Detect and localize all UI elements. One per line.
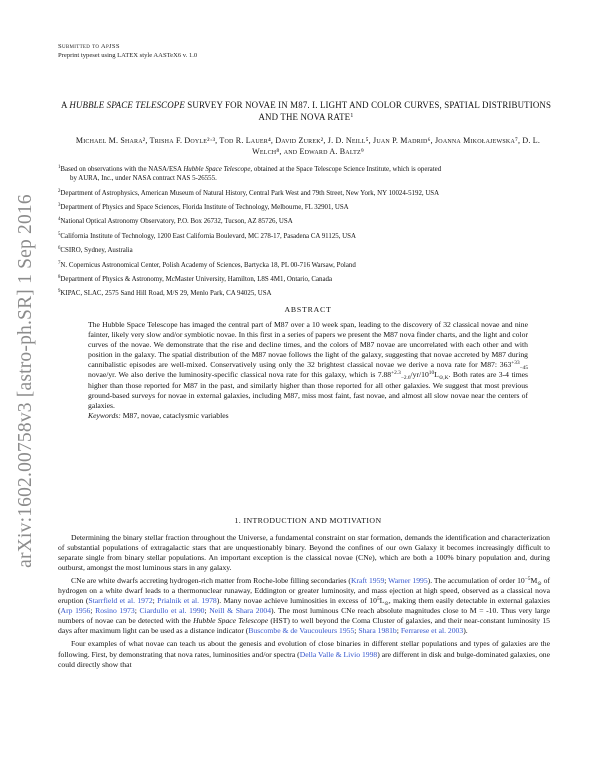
- keywords: [88, 411, 528, 421]
- keywords-list: M87, novae, cataclysmic variables: [120, 410, 229, 420]
- author-list: Michael M. Shara², Trisha F. Doyle²·³, Tod R. Lauer⁴, David Zurek², J. D. Neill⁵, Juan P. Madrid⁶, Joanna Mikołajewska⁷, D. L. Welch⁸, and Edward A. Baltz⁹: [75, 136, 541, 156]
- intro-text: [58, 533, 550, 673]
- citation-neill[interactable]: Neill & Shara 2004: [209, 606, 272, 616]
- abstract-heading: ABSTRACT: [284, 305, 332, 314]
- submission-note: Submitted to ApJSS: [58, 43, 120, 50]
- citation-kraft[interactable]: Kraft 1959: [350, 576, 385, 586]
- affiliations: [58, 165, 558, 304]
- title-rest: SURVEY FOR NOVAE IN M87. I. LIGHT AND COLOR CURVES, SPATIAL DISTRIBUTIONS AND THE NOVA RATE: [184, 100, 552, 122]
- title-hst: HUBBLE SPACE TELESCOPE: [69, 100, 185, 110]
- intro-paragraph-3: Four examples of what novae can teach us about the genesis and evolution of close binaries in different stellar populations and types of galaxies are the following. First, by demonstrating that nova rates, luminosities and/or spectra (Della Valle & Livio 1998) are different in disk and bulge-dominated galaxies, one could directly show that: [58, 639, 551, 669]
- intro-paragraph-2: CNe are white dwarfs accreting hydrogen-rich matter from Roche-lobe filling secondaries (Kraft 1959; Warner 1995). The accumulation of order $10^{-5}M_⊙$ of hydrogen on a white dwarf leads to a thermonuclear runaway, Eddington or greater luminosity, and mass ejection at high speed, observed as a classical nova eruption (Starrfield et al. 1972; Prialnik et al. 1978). Many novae achieve luminosities in excess of $10^5L_⊙$, making them easily detectable in external galaxies (Arp 1956; Rosino 1973; Ciardullo et al. 1990; Neill & Shara 2004). The most luminous CNe reach absolute magnitudes close to M = -10. Thus very large numbers of novae can be detected with the Hubble Space Telescope (HST) to well beyond the Coma Cluster of galaxies, and their near-constant luminosity 15 days after maximum light can be used as a distance indicator (Buscombe & de Vaucouleurs 1955; Shara 1981b; Ferrarese et al. 2003).: [58, 576, 551, 636]
- affiliation-6: $^6$CSIRO, Sydney, Australia: [58, 246, 133, 255]
- preprint-info: [58, 43, 197, 60]
- arxiv-id[interactable]: arXiv:1602.00758v3 [astro-ph.SR] 1 Sep 2016: [15, 194, 36, 568]
- affiliation-8: $^8$Department of Physics & Astronomy, McMaster University, Hamilton, L8S 4M1, Ontario, Canada: [58, 274, 333, 283]
- affiliation-2: $^2$Department of Astrophysics, American Museum of Natural History, Central Park West and 79th Street, New York, NY 10024-5192, USA: [58, 188, 440, 197]
- abstract-paragraph: The Hubble Space Telescope has imaged the central part of M87 over a 10 week span, leading to the discovery of 32 classical novae and nine fainter, likely very slow and/or symbiotic novae. In this first in a series of papers we present the M87 nova finder charts, and the light and color curves of the novae. We demonstrate that the rise and decline times, and the colors of M87 novae are uncorrelated with each other and with position in the galaxy. The spatial distribution of the M87 novae follows the light of the galaxy, suggesting that novae accreted by M87 during cannibalistic episodes are well-mixed. Conservatively using only the 32 brightest classical novae we derive a nova rate for M87: $363^{+33}_{-45}$ novae/yr. We also derive the luminosity-specific classical nova rate for this galaxy, which is $7.88^{+2.3}_{-2.6}/yr/10^{10}L_{⊙,K}$. Both rates are 3-4 times higher than those reported for M87 in the past, and similarly higher than those reported for all other galaxies. We suggest that most previous ground-based surveys for novae in external galaxies, including M87, miss most faint, fast novae, and almost all slow novae near the centers of galaxies.: [88, 320, 528, 410]
- citation-starrfield[interactable]: Starrfield et al. 1972: [88, 596, 153, 606]
- keywords-label: Keywords:: [88, 410, 121, 420]
- typeset-note: Preprint typeset using LATEX style AASTeX6 v. 1.0: [58, 51, 198, 59]
- citation-warner[interactable]: Warner 1995: [388, 576, 428, 586]
- abstract-body: [88, 320, 528, 421]
- section-heading: 1. INTRODUCTION AND MOTIVATION: [234, 516, 382, 525]
- citation-ferrarese[interactable]: Ferrarese et al. 2003: [400, 626, 464, 636]
- affiliation-4: $^4$National Optical Astronomy Observatory, P.O. Box 26732, Tucson, AZ 85726, USA: [58, 217, 293, 226]
- citation-prialnik[interactable]: Prialnik et al. 1978: [157, 596, 217, 606]
- arxiv-stamp: [2, 176, 50, 586]
- citation-ciardullo[interactable]: Ciardullo et al. 1990: [139, 606, 205, 616]
- citation-dellavalle[interactable]: Della Valle & Livio 1998: [299, 649, 378, 659]
- citation-rosino[interactable]: Rosino 1973: [95, 606, 135, 616]
- affiliation-5: $^5$California Institute of Technology, 1200 East California Boulevard, MC 278-17, Pasadena CA 91125, USA: [58, 231, 356, 240]
- affiliation-3: $^3$Department of Physics and Space Sciences, Florida Institute of Technology, Melbourne, FL 32901, USA: [58, 202, 349, 211]
- citation-buscombe[interactable]: Buscombe & de Vaucouleurs 1955: [248, 626, 355, 636]
- paper-title: A HUBBLE SPACE TELESCOPE SURVEY FOR NOVAE IN M87. I. LIGHT AND COLOR CURVES, SPATIAL DISTRIBUTIONS AND THE NOVA RATE$^1$: [60, 100, 552, 122]
- title-prefix: A: [60, 100, 70, 110]
- intro-paragraph-1: Determining the binary stellar fraction throughout the Universe, a fundamental constraint on star formation, demands the identification and characterization of substantial populations of extragalactic stars that are unquestionably binary. Beyond the confines of our own Galaxy it becomes increasingly difficult to separate single from binary stellar populations. An important exception is the classical novae (CNe), which are both a 100% binary population and, during outburst, amongst the most luminous stars in any galaxy.: [58, 533, 550, 573]
- citation-shara[interactable]: Shara 1981b: [358, 626, 397, 636]
- affiliation-7: $^7$N. Copernicus Astronomical Center, Polish Academy of Sciences, Bartycka 18, PL 00-716 Warsaw, Poland: [58, 260, 356, 269]
- citation-arp[interactable]: Arp 1956: [60, 606, 91, 616]
- affiliation-1: $^1$Based on observations with the NASA/ESA Hubble Space Telescope, obtained at the Space Telescope Science Institute, which is operated by AURA, Inc., under NASA contract NAS 5-26555.: [58, 165, 442, 183]
- affiliation-9: $^9$KIPAC, SLAC, 2575 Sand Hill Road, M/S 29, Menlo Park, CA 94025, USA: [58, 289, 272, 298]
